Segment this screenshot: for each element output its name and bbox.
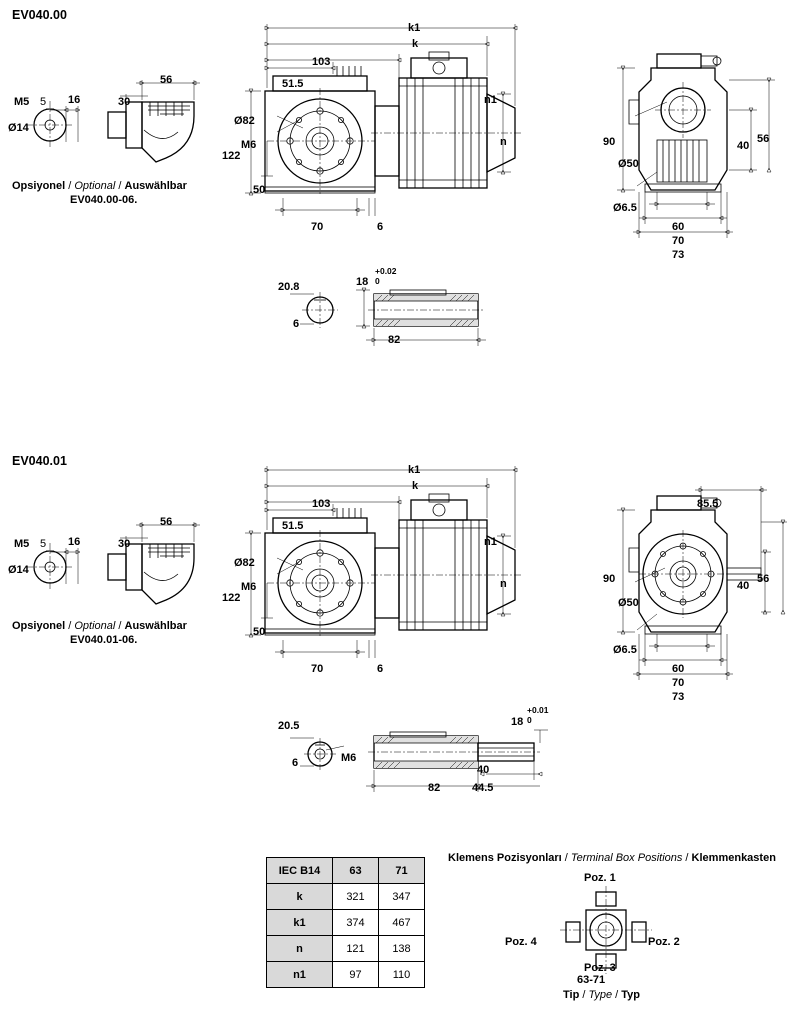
label-tol-plus-1: +0.02 bbox=[375, 266, 397, 276]
label-103-2: 103 bbox=[312, 498, 331, 510]
label-40-shaft-2: 40 bbox=[477, 764, 490, 776]
label-poz4: Poz. 4 bbox=[505, 936, 537, 948]
optional-note-1b: EV040.00-06. bbox=[70, 194, 138, 206]
label-m6-2: M6 bbox=[241, 581, 257, 593]
table-row bbox=[267, 936, 425, 962]
label-6-1: 6 bbox=[377, 221, 384, 233]
label-d14-2: Ø14 bbox=[8, 564, 29, 576]
label-85-5: 85.5 bbox=[697, 498, 719, 510]
label-poz2: Poz. 2 bbox=[648, 936, 680, 948]
label-73-1: 73 bbox=[672, 249, 685, 261]
label-70-1: 70 bbox=[311, 221, 324, 233]
terminal-type-range: 63-71 bbox=[577, 974, 606, 986]
optional-note-2a: Opsiyonel / Optional / Auswählbar bbox=[12, 620, 187, 632]
table-header-71: 71 bbox=[379, 858, 425, 884]
label-51-5-1: 51.5 bbox=[282, 78, 304, 90]
label-70-side-2: 70 bbox=[672, 677, 685, 689]
label-m5-1: M5 bbox=[14, 96, 30, 108]
label-60-1: 60 bbox=[672, 221, 685, 233]
side-view-2 bbox=[595, 482, 800, 692]
label-56-2: 56 bbox=[160, 516, 173, 528]
label-122-1: 122 bbox=[222, 150, 241, 162]
iec-table bbox=[266, 857, 425, 988]
label-k1-1: k1 bbox=[408, 22, 421, 34]
row-k-63: 321 bbox=[333, 884, 379, 910]
terminal-type-label: Tip / Type / Typ bbox=[563, 989, 641, 1001]
label-d82-1: Ø82 bbox=[234, 115, 255, 127]
row-k1-71: 467 bbox=[379, 910, 425, 936]
label-56-side-1: 56 bbox=[757, 133, 770, 145]
row-label-n: n bbox=[267, 936, 333, 962]
row-n-71: 138 bbox=[379, 936, 425, 962]
label-k1-2: k1 bbox=[408, 464, 421, 476]
label-d6-5-2: Ø6.5 bbox=[613, 644, 637, 656]
table-row bbox=[267, 910, 425, 936]
label-16-2: 16 bbox=[68, 536, 81, 548]
label-5-1: 5 bbox=[40, 96, 47, 108]
row-k-71: 347 bbox=[379, 884, 425, 910]
table-header-63: 63 bbox=[333, 858, 379, 884]
label-18-2: 18 bbox=[511, 716, 524, 728]
label-103-1: 103 bbox=[312, 56, 331, 68]
row-k1-63: 374 bbox=[333, 910, 379, 936]
table-row bbox=[267, 884, 425, 910]
label-50-1: 50 bbox=[253, 184, 266, 196]
label-56-1: 56 bbox=[160, 74, 173, 86]
optional-note-1a: Opsiyonel / Optional / Auswählbar bbox=[12, 180, 187, 192]
label-d14-1: Ø14 bbox=[8, 122, 29, 134]
label-5-2: 5 bbox=[40, 538, 47, 550]
table-header-row bbox=[267, 858, 425, 884]
label-n1-2: n1 bbox=[484, 536, 497, 548]
terminal-box-caption: Klemens Pozisyonları / Terminal Box Positions / Klemmenkasten bbox=[448, 852, 776, 864]
label-tol-plus-2: +0.01 bbox=[527, 705, 549, 715]
label-d6-5-1: Ø6.5 bbox=[613, 202, 637, 214]
row-label-k1: k1 bbox=[267, 910, 333, 936]
section-title-1: EV040.00 bbox=[12, 8, 67, 22]
label-poz1: Poz. 1 bbox=[584, 872, 616, 884]
label-56-side-2: 56 bbox=[757, 573, 770, 585]
label-6-2: 6 bbox=[377, 663, 384, 675]
table-header-iec: IEC B14 bbox=[267, 858, 333, 884]
row-label-n1: n1 bbox=[267, 962, 333, 988]
label-90-2: 90 bbox=[603, 573, 616, 585]
label-d50-2: Ø50 bbox=[618, 597, 639, 609]
label-20-5: 20.5 bbox=[278, 720, 300, 732]
front-view-2 bbox=[215, 458, 565, 688]
label-18-1: 18 bbox=[356, 276, 369, 288]
label-44-5: 44.5 bbox=[472, 782, 494, 794]
label-122-2: 122 bbox=[222, 592, 241, 604]
iec-table-wrap bbox=[266, 857, 425, 988]
row-n1-63: 97 bbox=[333, 962, 379, 988]
label-m6-shaft-2: M6 bbox=[341, 752, 357, 764]
label-n-2: n bbox=[500, 578, 507, 590]
label-60-2: 60 bbox=[672, 663, 685, 675]
label-82-1: 82 bbox=[388, 334, 401, 346]
label-m5-2: M5 bbox=[14, 538, 30, 550]
label-90-1: 90 bbox=[603, 136, 616, 148]
label-6-shaft-1: 6 bbox=[293, 318, 300, 330]
side-view-1 bbox=[595, 40, 800, 245]
shaft-detail-2 bbox=[270, 710, 540, 805]
label-k-2: k bbox=[412, 480, 419, 492]
label-d50-1: Ø50 bbox=[618, 158, 639, 170]
label-50-2: 50 bbox=[253, 626, 266, 638]
label-30-2: 30 bbox=[118, 538, 131, 550]
label-m6-1: M6 bbox=[241, 139, 257, 151]
label-30-1: 30 bbox=[118, 96, 131, 108]
label-82-2: 82 bbox=[428, 782, 441, 794]
label-40-2: 40 bbox=[737, 580, 750, 592]
label-16-1: 16 bbox=[68, 94, 81, 106]
front-view-1 bbox=[215, 16, 565, 246]
label-poz3: Poz. 3 bbox=[584, 962, 616, 974]
label-n1-1: n1 bbox=[484, 94, 497, 106]
label-40-1: 40 bbox=[737, 140, 750, 152]
row-n-63: 121 bbox=[333, 936, 379, 962]
label-51-5-2: 51.5 bbox=[282, 520, 304, 532]
section-title-2: EV040.01 bbox=[12, 454, 67, 468]
label-n-1: n bbox=[500, 136, 507, 148]
label-70-side-1: 70 bbox=[672, 235, 685, 247]
label-6-shaft-2: 6 bbox=[292, 757, 299, 769]
table-row bbox=[267, 962, 425, 988]
label-tol-zero-2: 0 bbox=[527, 715, 532, 725]
row-n1-71: 110 bbox=[379, 962, 425, 988]
row-label-k: k bbox=[267, 884, 333, 910]
label-d82-2: Ø82 bbox=[234, 557, 255, 569]
label-70-2: 70 bbox=[311, 663, 324, 675]
label-73-2: 73 bbox=[672, 691, 685, 703]
label-k-1: k bbox=[412, 38, 419, 50]
label-20-8: 20.8 bbox=[278, 281, 300, 293]
optional-note-2b: EV040.01-06. bbox=[70, 634, 138, 646]
label-tol-zero-1: 0 bbox=[375, 276, 380, 286]
